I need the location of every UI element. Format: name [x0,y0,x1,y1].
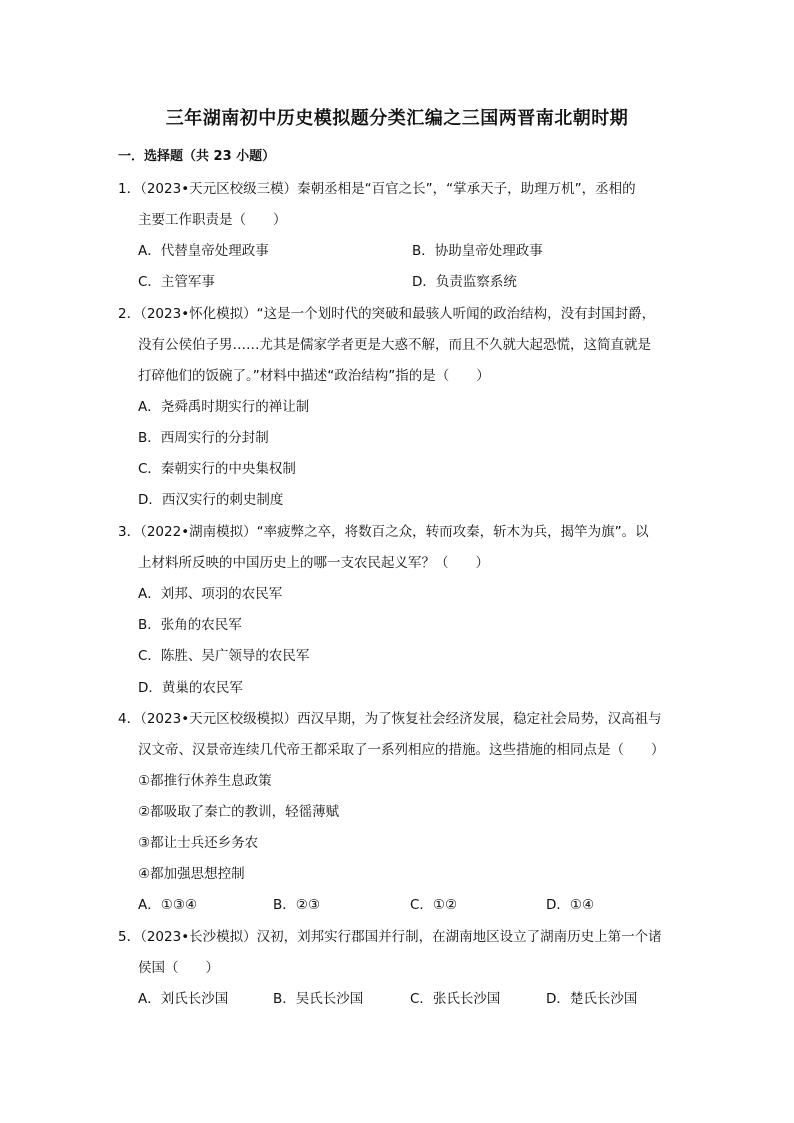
question-3-option-d: D．黄巢的农民军 [138,680,243,696]
question-1-line-2: 主要工作职责是（ ） [138,212,287,228]
question-2-option-a: A．尧舜禹时期实行的禅让制 [138,399,310,415]
question-2-option-b: B．西周实行的分封制 [138,430,269,446]
question-1-option-b: B．协助皇帝处理政事 [412,243,543,259]
question-3-line-1: 3．（2022•湖南模拟）“率疲弊之卒，将数百之众，转而攻秦，斩木为兵，揭竿为旗”。以 [118,524,649,540]
question-4-line-2: 汉文帝、汉景帝连续几代帝王都采取了一系列相应的措施。这些措施的相同点是（ ） [138,742,665,758]
question-4-item-4: ④都加强思想控制 [138,866,245,882]
question-1-option-d: D．负责监察系统 [412,274,517,290]
page-title: 三年湖南初中历史模拟题分类汇编之三国两晋南北朝时期 [165,108,629,129]
question-3-option-a: A．刘邦、项羽的农民军 [138,586,283,602]
question-3-line-2: 上材料所反映的中国历史上的哪一支农民起义军？（ ） [138,555,489,571]
question-4-option-b: B．②③ [273,897,320,913]
question-2-option-d: D．西汉实行的刺史制度 [138,492,284,508]
question-5-option-d: D．楚氏长沙国 [546,991,638,1007]
question-4-option-c: C．①② [410,897,458,913]
question-2-line-1: 2．（2023•怀化模拟）“这是一个划时代的突破和最骇人听闻的政治结构，没有封国封爵， [118,306,656,322]
question-2-option-c: C．秦朝实行的中央集权制 [138,461,296,477]
question-2-line-2: 没有公侯伯子男……尤其是儒家学者更是大惑不解，而且不久就大起恐慌，这简直就是 [138,337,651,353]
question-3-option-b: B．张角的农民军 [138,617,242,633]
question-5-option-a: A．刘氏长沙国 [138,991,229,1007]
question-4-option-d: D．①④ [546,897,595,913]
question-5-option-b: B．吴氏长沙国 [273,991,364,1007]
question-1-option-a: A．代替皇帝处理政事 [138,243,269,259]
section-heading: 一．选择题（共 23 小题） [118,149,276,164]
question-3-option-c: C．陈胜、吴广领导的农民军 [138,648,310,664]
question-4-item-1: ①都推行休养生息政策 [138,773,272,789]
question-1-option-c: C．主管军事 [138,274,215,290]
question-4-option-a: A．①③④ [138,897,198,913]
question-5-line-2: 侯国（ ） [138,960,219,976]
question-5-line-1: 5．（2023•长沙模拟）汉初，刘邦实行郡国并行制，在湖南地区设立了湖南历史上第一个诸 [118,929,662,945]
question-4-item-3: ③都让士兵还乡务农 [138,835,259,851]
question-4-line-1: 4．（2023•天元区校级模拟）西汉早期，为了恢复社会经济发展，稳定社会局势，汉高祖与 [118,711,662,727]
question-1-line-1: 1．（2023•天元区校级三模）秦朝丞相是“百官之长”，“掌承天子，助理万机”，丞相的 [118,181,636,197]
question-2-line-3: 打碎他们的饭碗了。”材料中描述“政治结构”指的是（ ） [138,368,490,384]
question-4-item-2: ②都吸取了秦亡的教训，轻徭薄赋 [138,804,340,820]
question-5-option-c: C．张氏长沙国 [410,991,501,1007]
